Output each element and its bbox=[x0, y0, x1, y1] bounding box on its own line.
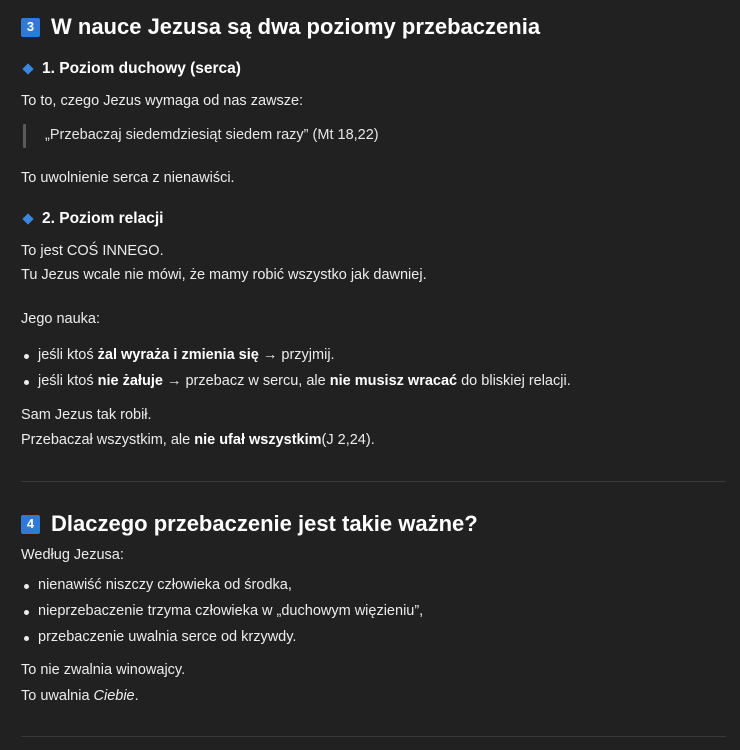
example-2-bold: nie ufał wszystkim bbox=[194, 432, 322, 449]
list-item: nieprzebaczenie trzyma człowieka w „duchowym więzieniu”, bbox=[21, 599, 721, 625]
bullet-2-pre: jeśli ktoś bbox=[38, 373, 98, 390]
example-line-1: Sam Jezus tak robił. bbox=[21, 407, 152, 424]
section-divider bbox=[21, 736, 726, 737]
level-1-heading bbox=[21, 58, 241, 80]
bullet-2-bold-1: nie żałuje bbox=[97, 373, 163, 390]
level-1-intro: To to, czego Jezus wymaga od nas zawsze: bbox=[21, 93, 304, 110]
level-1-quote bbox=[23, 124, 379, 148]
level-2-heading bbox=[21, 208, 163, 230]
list-item bbox=[21, 343, 721, 369]
level-1-quote-text: „Przebaczaj siedemdziesiąt siedem razy” (Mt 18,22) bbox=[45, 127, 379, 144]
bullet-1-pre: jeśli ktoś bbox=[38, 347, 98, 364]
section-4-closing-1: To nie zwalnia winowajcy. bbox=[21, 662, 186, 679]
level-2-line-1: To jest COŚ INNEGO. bbox=[21, 243, 164, 260]
example-line-2 bbox=[21, 430, 375, 452]
reasons-list bbox=[21, 573, 721, 651]
small-blue-diamond-icon bbox=[22, 63, 33, 74]
example-2-pre: Przebaczał wszystkim, ale bbox=[21, 432, 191, 449]
bullet-1-post: → przyjmij. bbox=[258, 347, 335, 364]
level-2-heading-text: 2. Poziom relacji bbox=[42, 209, 164, 227]
small-blue-diamond-icon bbox=[22, 213, 33, 224]
section-4-intro: Według Jezusa: bbox=[21, 547, 124, 564]
section-4-title: Dlaczego przebaczenie jest takie ważne? bbox=[51, 511, 478, 537]
level-1-closing: To uwolnienie serca z nienawiści. bbox=[21, 170, 235, 187]
keycap-number-icon: 3 bbox=[21, 18, 40, 37]
section-3-title: W nauce Jezusa są dwa poziomy przebaczenia bbox=[51, 14, 541, 40]
section-4-heading bbox=[21, 509, 478, 539]
teaching-list bbox=[21, 343, 721, 395]
closing-2-pre: To uwalnia bbox=[21, 688, 90, 705]
bullet-1-bold: żal wyraża i zmienia się bbox=[97, 347, 259, 364]
bullet-2-mid: → przebacz w sercu, ale bbox=[162, 373, 330, 390]
list-item bbox=[21, 369, 721, 395]
keycap-number-icon: 4 bbox=[21, 515, 40, 534]
section-4-closing-2 bbox=[21, 686, 139, 708]
bullet-2-bold-2: nie musisz wracać bbox=[329, 373, 458, 390]
level-2-line-2: Tu Jezus wcale nie mówi, że mamy robić wszystko jak dawniej. bbox=[21, 267, 427, 284]
closing-2-post: . bbox=[134, 688, 139, 705]
example-2-post: (J 2,24). bbox=[321, 432, 375, 449]
list-item: przebaczenie uwalnia serce od krzywdy. bbox=[21, 625, 721, 651]
list-item: nienawiść niszczy człowieka od środka, bbox=[21, 573, 721, 599]
closing-2-emphasis: Ciebie bbox=[93, 688, 135, 705]
bullet-2-post: do bliskiej relacji. bbox=[457, 373, 571, 390]
section-divider bbox=[21, 481, 726, 482]
section-3-heading bbox=[21, 12, 540, 42]
level-1-heading-text: 1. Poziom duchowy (serca) bbox=[42, 59, 241, 77]
teaching-label: Jego nauka: bbox=[21, 311, 101, 328]
